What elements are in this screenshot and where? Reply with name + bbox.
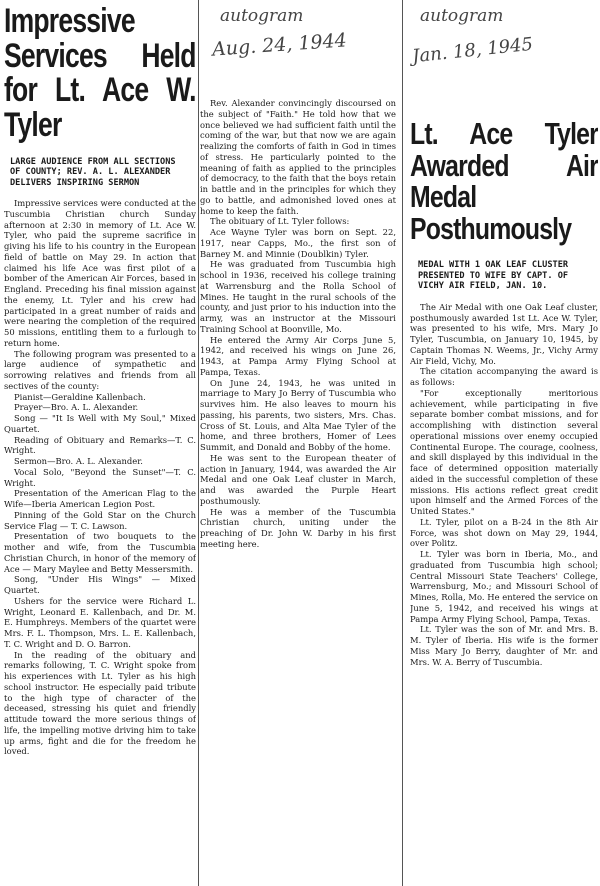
paragraph: Song, "Under His Wings" — Mixed Quartet.	[4, 574, 196, 596]
paragraph: The Air Medal with one Oak Leaf cluster, posthumously awarded 1st Lt. Ace W. Tyler, was presented to his wife, Mrs. Mary Jo Tyler, Tuscumbia, on January 10, 1945, by Captain Thomas N. Weems, Jr., Vichy Army Air Field, Vichy, Mo.	[410, 301, 598, 366]
handwritten-note: autogram	[220, 6, 304, 26]
deck-services: LARGE AUDIENCE FROM ALL SECTIONS OF COUNTY; REV. A. L. ALEXANDER DELIVERS INSPIRING SERMON	[10, 156, 176, 188]
paragraph: Song — "It Is Well with My Soul," Mixed Quartet.	[4, 413, 196, 434]
paragraph: Impressive services were conducted at the Tuscumbia Christian church Sunday afternoon at 2:30 in memory of Lt. Ace W. Tyler, who paid the supreme sacrifice in giving his life to his country in the European field of battle on May 29. In action that claimed his life Ace was first pilot of a bomber of the American Air Forces, based in England. Preceding his final mission against the enemy, Lt. Tyler and his crew had participated in a great number of raids and were nearing the completion of the required 50 missions, entitling them to a furlough to return home.	[4, 198, 196, 348]
paragraph: Lt. Tyler, pilot on a B-24 in the 8th Air Force, was shot down on May 29, 1944, over Politz.	[410, 516, 598, 549]
paragraph: Lt. Tyler was born in Iberia, Mo., and graduated from Tuscumbia high school; Central Missouri State Teachers' College, Warrensburg, Mo.; and Missouri School of Mines, Rolla, Mo. He entered the service on June 5, 1942, and received his wings at Pampa Army Flying School, Pampa, Texas.	[410, 549, 598, 624]
headline-services: Impressive Services Held for Lt. Ace W. Tyler	[4, 4, 196, 145]
paragraph: In the reading of the obituary and remarks following, T. C. Wright spoke from his experiences with Lt. Tyler as his high school instructor. He especially paid tribute to the high type of character of the deceased, stressing his quiet and friendly attitude toward the more serious things of life, the impelling motive driving him to take up arms, fight and die for the freedom he loved.	[4, 649, 196, 757]
handwritten-date: Jan. 18, 1945	[411, 33, 534, 68]
paragraph: He entered the Army Air Corps June 5, 1942, and received his wings on June 26, 1943, at Pampa Army Flying School at Pampa, Texas.	[200, 334, 396, 377]
article-body	[410, 302, 598, 668]
paragraph: Lt. Tyler was the son of Mr. and Mrs. B. M. Tyler of Iberia. His wife is the former Miss Mary Jo Berry, daughter of Mr. and Mrs. W. A. Berry of Tuscumbia.	[410, 624, 598, 667]
paragraph: On June 24, 1943, he was united in marriage to Mary Jo Berry of Tuscumbia who survives him. He also leaves to mourn his passing, his parents, two sisters, Mrs. Chas. Cross of St. Louis, and Alta Mae Tyler of the home, and three brothers, Homer of Lees Summit, and Donald and Bobby of the home.	[200, 377, 396, 452]
article-body	[200, 98, 396, 550]
paragraph: Sermon—Bro. A. L. Alexander.	[14, 456, 143, 467]
article-continued	[200, 0, 396, 886]
paragraph: He was a member of the Tuscumbia Christian church, uniting under the preaching of Dr. John W. Darby in his first meeting here.	[200, 506, 396, 549]
paragraph: Presentation of two bouquets to the mother and wife, from the Tuscumbia Christian Church, in honor of the memory of Ace — Mary Maylee and Betty Messersmith.	[4, 531, 196, 574]
paragraph: Ace Wayne Tyler was born on Sept. 22, 1917, near Capps, Mo., the first son of Barney M. and Minnie (Doublkin) Tyler.	[200, 227, 396, 259]
article-body	[4, 198, 196, 757]
handwritten-date: Aug. 24, 1944	[211, 29, 348, 61]
paragraph: Ushers for the service were Richard L. Wright, Leonard E. Kallenbach, and Dr. M. E. Humphreys. Members of the quartet were Mrs. F. L. Thompson, Mrs. L. E. Kallenbach, T. C. Wright and D. O. Barron.	[4, 595, 196, 649]
paragraph: He was sent to the European theater of action in January, 1944, was awarded the Air Medal and one Oak Leaf cluster in March, and was awarded the Purple Heart posthumously.	[200, 452, 396, 506]
article-air-medal	[410, 0, 598, 886]
paragraph: Rev. Alexander convincingly discoursed on the subject of "Faith." He told how that we once believed we had sufficient faith until the coming of the war, but that now we are again realizing the comforts of faith in God in times of stress. He particularly pointed to the meaning of faith as applied to the principles of democracy, to the faith that the boys retain in battle and in the principles for which they go to battle, and admonished loved ones at home to keep the faith.	[200, 98, 396, 216]
paragraph: Pinning of the Gold Star on the Church Service Flag — T. C. Lawson.	[4, 509, 196, 531]
column-divider	[198, 0, 199, 886]
article-memorial-services	[4, 4, 196, 886]
paragraph: Reading of Obituary and Remarks—T. C. Wright.	[4, 434, 196, 456]
deck-air-medal: MEDAL WITH 1 OAK LEAF CLUSTER PRESENTED TO WIFE BY CAPT. OF VICHY AIR FIELD, JAN. 10.	[418, 260, 569, 292]
paragraph: "For exceptionally meritorious achievement, while participating in five separate bomber combat missions, and for accomplishing with distinction several operational missions over enemy occupied Continental Europe. The courage, coolness, and skill displayed by this individual in the face of determined opposition materially aided in the successful completion of these missions. His actions reflect great credit upon himself and the Armed Forces of the United States."	[410, 387, 598, 517]
handwritten-note: autogram	[420, 6, 504, 26]
paragraph: He was graduated from Tuscumbia high school in 1936, received his college training at Warrensburg and the Rolla School of Mines. He taught in the rural schools of the county, and just prior to his induction into the army, was an instructor at the Missouri Training School at Boonville, Mo.	[200, 259, 396, 334]
column-divider	[402, 0, 403, 886]
paragraph: The citation accompanying the award is as follows:	[410, 366, 598, 388]
paragraph: The obituary of Lt. Tyler follows:	[210, 216, 350, 227]
paragraph: Vocal Solo, "Beyond the Sunset"—T. C. Wright.	[4, 466, 196, 488]
headline-air-medal: Lt. Ace Tyler Awarded Air Medal Posthumously	[410, 116, 598, 246]
paragraph: Presentation of the American Flag to the Wife—Iberia American Legion Post.	[4, 488, 196, 510]
paragraph: The following program was presented to a large audience of sympathetic and sorrowing relatives and friends from all sectives of the county:	[4, 348, 196, 391]
paragraph: Prayer—Bro. A. L. Alexander.	[14, 402, 139, 413]
paragraph: Pianist—Geraldine Kallenbach.	[14, 391, 146, 402]
